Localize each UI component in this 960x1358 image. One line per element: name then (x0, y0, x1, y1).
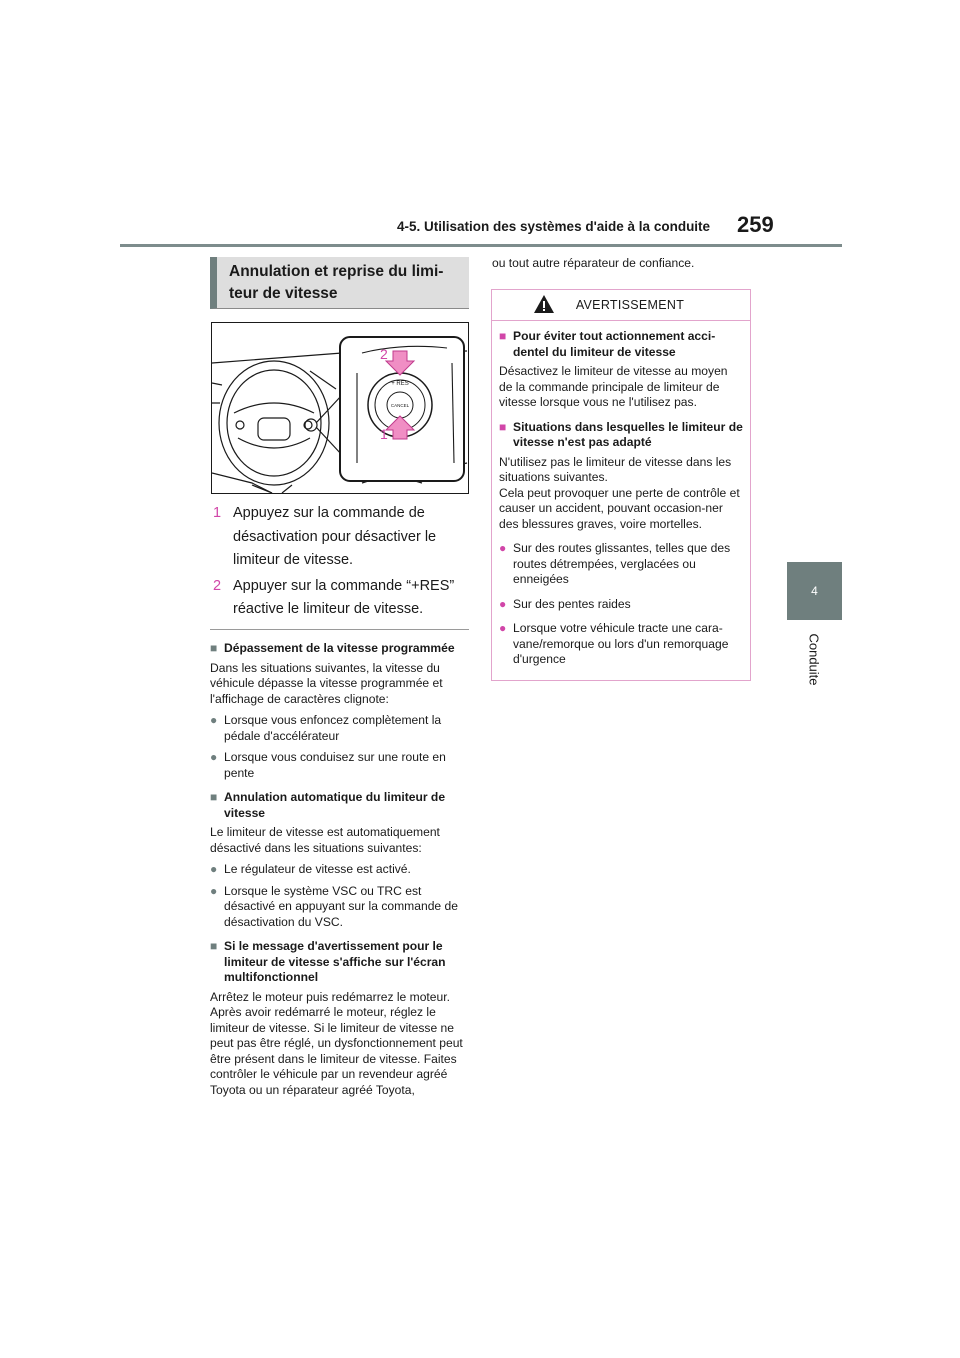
chapter-tab (787, 562, 842, 620)
column-divider (210, 629, 469, 630)
dot-bullet-icon (499, 621, 513, 668)
square-bullet-icon: ■ (210, 790, 218, 804)
step-number: 1 (213, 505, 222, 521)
step-number: 2 (213, 577, 222, 594)
running-header-title: 4-5. Utilisation des systèmes d'aide à la conduite (397, 219, 711, 234)
chapter-label-text: Conduite (806, 632, 822, 686)
notes-column (210, 636, 472, 1098)
list-item (210, 884, 472, 931)
warning-subheading-text: Situations dans lesquelles le limiteur de vitesse n'est pas adapté (513, 419, 743, 449)
list-item (210, 862, 472, 878)
list-item-text: Lorsque vous enfoncez complètement la pédale d'accélérateur (224, 713, 442, 743)
dot-bullet-icon (499, 597, 513, 613)
list-item-text: Lorsque le système VSC ou TRC est désactivé en appuyant sur la commande de désactivation du VSC. (224, 883, 458, 929)
list-item (210, 750, 472, 781)
callout-2: 2 (380, 346, 388, 362)
square-bullet-icon: ■ (210, 641, 218, 655)
warning-paragraph: Cela peut provoquer une perte de contrôle et causer un accident, pouvant occasion-ner des blessures graves, voire mortelles. (499, 485, 740, 531)
res-label: + RES (391, 381, 409, 387)
warning-paragraph: Désactivez le limiteur de vitesse au moyen de la commande principale de limiteur de vitesse lorsque vous ne l'utilisez pas. (499, 364, 728, 409)
note-paragraph: Le limiteur de vitesse est automatiquement désactivé dans les situations suivantes: (210, 825, 440, 855)
warning-triangle-icon (533, 294, 555, 314)
list-item-text: Sur des pentes raides (513, 596, 631, 611)
dot-bullet-icon (210, 862, 224, 878)
note-heading-text: Dépassement de la vitesse programmée (224, 641, 455, 655)
list-item (499, 621, 744, 668)
step-text: Appuyer sur la commande “+RES” réactive le limiteur de vitesse. (233, 577, 455, 617)
continuation-text: ou tout autre réparateur de confiance. (492, 256, 695, 270)
note-paragraph: Dans les situations suivantes, la vitesse du véhicule dépasse la vitesse programmée et l'affichage de caractères clignote: (210, 660, 443, 706)
page-number: 259 (737, 212, 774, 237)
steering-wheel-drawing (212, 323, 468, 493)
warning-subheading-text: Pour éviter tout actionnement acci-dentel du limiteur de vitesse (513, 329, 716, 359)
step-text: Appuyez sur la commande de désactivation pour désactiver le limiteur de vitesse. (233, 505, 437, 568)
note-heading (210, 939, 472, 986)
square-bullet-icon: ■ (210, 939, 218, 953)
list-item-text: Lorsque vous conduisez sur une route en pente (224, 750, 446, 780)
list-item-text: Le régulateur de vitesse est activé. (224, 862, 411, 876)
cancel-label: CANCEL (390, 403, 410, 408)
note-heading (210, 641, 472, 657)
note-heading-text: Si le message d'avertissement pour le limiteur de vitesse s'affiche sur l'écran multifonctionnel (224, 939, 446, 984)
dot-bullet-icon (210, 884, 224, 931)
note-heading-text: Annulation automatique du limiteur de vitesse (224, 790, 446, 820)
callout-1: 1 (380, 426, 388, 442)
step-item (213, 575, 473, 622)
list-item (210, 713, 472, 744)
step-item (213, 502, 473, 573)
section-heading (210, 257, 469, 309)
chapter-label (787, 632, 842, 686)
warning-paragraph: N'utilisez pas le limiteur de vitesse dans les situations suivantes. (499, 454, 732, 484)
warning-body (492, 321, 750, 668)
list-item (499, 597, 744, 613)
warning-header (492, 290, 750, 321)
header-rule (120, 244, 842, 247)
list-item-text: Sur des routes glissantes, telles que des routes détrempées, verglacées ou enneigées (513, 541, 731, 586)
steps-list (213, 502, 473, 624)
warning-title: AVERTISSEMENT (575, 298, 685, 312)
note-paragraph: Arrêtez le moteur puis redémarrez le moteur. Après avoir redémarré le moteur, réglez le limiteur de vitesse. Si le limiteur de vitesse ne peut pas être réglé, un dysfonctionnement peut être présent dans le limiteur de vitesse. Faites contrôler le véhicule par un revendeur agréé Toyota ou un réparateur agréé Toyota, (210, 989, 463, 1097)
square-bullet-icon: ■ (499, 329, 507, 343)
square-bullet-icon: ■ (499, 419, 507, 434)
list-item (499, 541, 744, 588)
chapter-number: 4 (811, 584, 818, 598)
note-heading (210, 790, 472, 821)
list-item-text: Lorsque votre véhicule tracte une cara-vane/remorque ou lors d'un remorquage d'urgence (513, 621, 729, 666)
warning-subheading (499, 329, 744, 360)
section-title: Annulation et reprise du limi-teur de vitesse (229, 263, 444, 302)
dot-bullet-icon (210, 750, 224, 781)
steering-switch-illustration (211, 322, 469, 494)
dot-bullet-icon (499, 541, 513, 588)
warning-box (491, 289, 751, 681)
dot-bullet-icon (210, 713, 224, 744)
warning-subheading (499, 420, 744, 451)
